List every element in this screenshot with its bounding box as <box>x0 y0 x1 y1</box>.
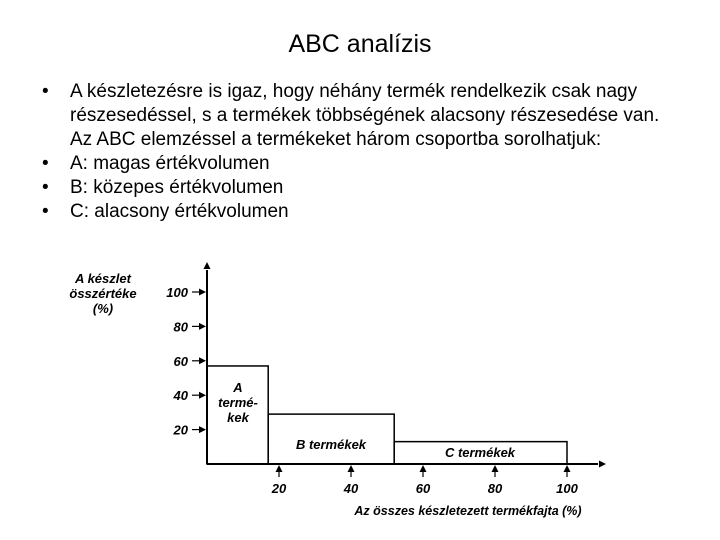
bar-label-a: A <box>233 380 243 395</box>
bar-label-a: kek <box>227 410 249 425</box>
bullet-a: • A: magas értékvolumen <box>40 152 680 176</box>
y-axis-title: (%) <box>92 301 114 316</box>
bullet-b: • B: közepes értékvolumen <box>40 176 680 200</box>
y-tick-arrowhead <box>199 392 206 399</box>
x-tick-arrowhead <box>564 465 571 472</box>
x-axis-title: Az összes készletezett termékfajta (%) <box>354 504 582 518</box>
x-axis-arrow <box>599 461 606 468</box>
y-tick-label: 100 <box>166 285 188 300</box>
y-axis-title: összértéke <box>69 286 137 301</box>
x-tick-label: 80 <box>487 481 503 496</box>
bullet-c: • C: alacsony értékvolumen <box>40 200 680 224</box>
x-tick-label: 100 <box>556 481 578 496</box>
y-tick-label: 40 <box>173 388 188 404</box>
bullet-intro: • A készletezésre is igaz, hogy néhány termék rendelkezik csak nagy részesedéssel, s a termékek többségének alacsony részesedése van. Az ABC elemzéssel a termékeket három csoportba sorolhatjuk: <box>40 80 680 152</box>
x-tick-arrowhead <box>420 465 427 472</box>
x-tick-label: 20 <box>271 481 287 496</box>
y-tick-arrowhead <box>199 426 206 433</box>
y-tick-label: 80 <box>173 319 188 335</box>
page-title: ABC analízis <box>288 30 432 58</box>
x-tick-label: 60 <box>415 481 431 496</box>
y-tick-arrowhead <box>199 357 206 364</box>
y-axis-arrow <box>204 262 211 269</box>
bar-label-c: C termékek <box>444 445 516 460</box>
bar-label-b: B termékek <box>295 437 367 452</box>
y-tick-label: 20 <box>173 422 188 438</box>
y-tick-arrowhead <box>199 323 206 330</box>
x-tick-arrowhead <box>492 465 499 472</box>
y-axis-title: A készlet <box>75 271 131 286</box>
x-tick-arrowhead <box>276 465 283 472</box>
y-tick-arrowhead <box>199 289 206 296</box>
x-tick-label: 40 <box>343 481 359 496</box>
x-tick-arrowhead <box>348 465 355 472</box>
bar-label-a: termé- <box>218 395 258 410</box>
y-tick-label: 60 <box>173 353 188 369</box>
